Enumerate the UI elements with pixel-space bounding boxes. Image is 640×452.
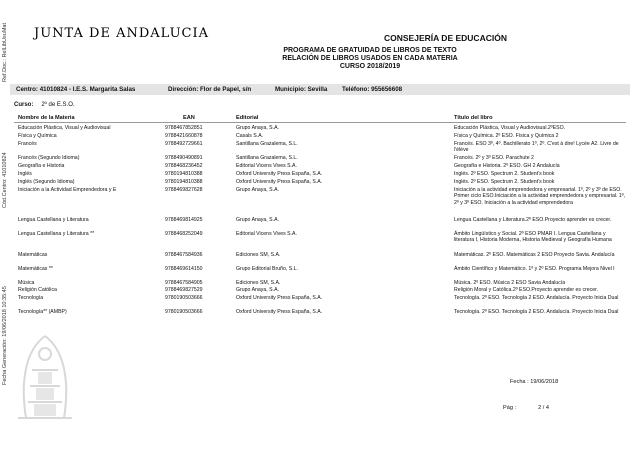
row-titulo: Lengua Castellana y Literatura.2º ESO.Proyecto aprender es crecer. [454, 217, 612, 223]
row-editorial: Editorial Vicens Vives S.A. [236, 231, 297, 237]
row-titulo: Religión Moral y Católica.2º ESO.Proyecto aprender es crecer. [454, 287, 599, 293]
row-editorial: Oxford University Press España, S.A. [236, 309, 323, 315]
consejeria-heading: CONSEJERÍA DE EDUCACIÓN [384, 33, 507, 43]
row-titulo: Tecnología. 2º ESO. Tecnología 2 ESO. Andalucía. Proyecto Inicia Dual [454, 295, 619, 301]
curso-line [14, 102, 75, 108]
row-ean: 9788467852851 [165, 125, 203, 131]
direccion-info: Dirección: Flor de Papel, s/n [168, 86, 252, 93]
footer-date: Fecha : 19/06/2018 [510, 379, 559, 385]
row-titulo: Inglés. 2º ESO. Spectrum 2. Student's book [454, 171, 555, 177]
junta-andalucia-logo: JUNTA DE ANDALUCIA [34, 26, 209, 41]
row-ean: 9788468252049 [165, 231, 203, 237]
curso-value: 2º de E.S.O. [41, 102, 75, 108]
row-materia: Matemáticas [18, 252, 48, 258]
row-editorial: Casals S.A. [236, 133, 264, 139]
column-header-materia: Nombre de la Materia [18, 115, 75, 121]
row-ean: 9788469814925 [165, 217, 203, 223]
row-editorial: Ediciones SM, S.A. [236, 280, 281, 286]
header-divider [14, 122, 626, 123]
row-ean: 9788467584936 [165, 252, 203, 258]
row-ean: 9788421660878 [165, 133, 203, 139]
row-materia: Francés [18, 141, 37, 147]
row-ean: 9780190503666 [165, 295, 203, 301]
row-titulo: Educación Plástica, Visual y Audiovisual.2ºESO. [454, 125, 566, 131]
row-editorial: Grupo Anaya, S.A. [236, 217, 279, 223]
row-editorial: Oxford University Press España, S.A. [236, 179, 323, 185]
row-materia: Tecnología** (AMBP) [18, 309, 67, 315]
row-titulo: Matemáticas. 2º ESO. Matemáticas 2 ESO Proyecto Savia. Andalucía [454, 252, 615, 258]
row-ean: 9780194810388 [165, 171, 203, 177]
row-ean: 9788468236452 [165, 163, 203, 169]
telefono-info: Teléfono: 955656608 [342, 86, 403, 93]
row-titulo: Física y Química. 2º ESO. Física y Química 2 [454, 133, 559, 139]
title-line-3: CURSO 2018/2019 [339, 63, 401, 70]
column-header-ean: EAN [183, 115, 195, 121]
row-materia: Inglés (Segundo Idioma) [18, 179, 75, 185]
row-materia: Francés (Segundo Idioma) [18, 155, 80, 161]
row-editorial: Santillana Grazalema, S.L. [236, 141, 298, 147]
page-label: Pág : [503, 405, 517, 411]
row-titulo: Geografía e Historia. 2º ESO. GH 2 Andalucía [454, 163, 560, 169]
title-line-2: RELACIÓN DE LIBROS USADOS EN CADA MATERIA [282, 55, 458, 62]
row-materia: Iniciación a la Actividad Emprendedora y E [18, 187, 117, 193]
row-materia: Lengua Castellana y Literatura [18, 217, 89, 223]
row-titulo: Ámbito Científico y Matemático. 1º y 2º ESO. Programa Mejora Nivel I [454, 266, 615, 272]
row-materia: Geografía e Historia [18, 163, 65, 169]
page-value: 2 / 4 [538, 405, 549, 411]
row-ean: 9780190503666 [165, 309, 203, 315]
curso-label: Curso: [14, 102, 34, 108]
row-ean: 9780194810388 [165, 179, 203, 185]
row-editorial: Grupo Anaya, S.A. [236, 125, 279, 131]
row-editorial: Grupo Anaya, S.A. [236, 287, 279, 293]
row-ean: 9788469827628 [165, 187, 203, 193]
row-editorial: Oxford University Press España, S.A. [236, 171, 323, 177]
row-titulo: Tecnología. 2º ESO. Tecnología 2 ESO. Andalucía. Proyecto Inicia Dual [454, 309, 619, 315]
row-ean: 9788492729661 [165, 141, 203, 147]
row-materia: Religión Católica [18, 287, 57, 293]
row-ean: 9788490490891 [165, 155, 203, 161]
row-ean: 9788467584905 [165, 280, 203, 286]
row-titulo: Iniciación a la actividad emprendedora y empresarial. 1º, 2º y 3º de ESO. Primer ciclo ESO.Iniciación a la actividad emprendedora y empresarial. 1º, 2º y 3º ESO. Iniciación a la actividad emprendedora [454, 187, 626, 206]
centro-info: Centro: 41010824 - I.E.S. Margarita Salas [16, 86, 136, 93]
row-editorial: Grupo Editorial Bruño, S.L. [236, 266, 298, 272]
row-materia: Inglés [18, 171, 32, 177]
municipio-info: Municipio: Sevilla [275, 86, 328, 93]
row-materia: Lengua Castellana y Literatura ** [18, 231, 95, 237]
page-number [503, 405, 549, 411]
row-editorial: Editorial Vicens Vives S.A. [236, 163, 297, 169]
document-title [0, 47, 640, 71]
centro-info-bar [10, 84, 630, 95]
row-titulo: Inglés. 2º ESO. Spectrum 2. Student's book [454, 179, 555, 185]
row-materia: Tecnología [18, 295, 44, 301]
row-editorial: Oxford University Press España, S.A. [236, 295, 323, 301]
row-titulo: Música. 2º ESO. Música 2 ESO Savia Andalucía [454, 280, 566, 286]
title-line-1: PROGRAMA DE GRATUIDAD DE LIBROS DE TEXTO [283, 47, 457, 54]
row-ean: 9788469827529 [165, 287, 203, 293]
column-header-editorial: Editorial [236, 115, 259, 121]
row-titulo: Ámbito Lingüístico y Social. 2º ESO PMAR I. Lengua Castellana y literatura I, Historia Moderna, Historia Medieval y Geografía Humana [454, 231, 612, 244]
row-materia: Física y Química [18, 133, 57, 139]
centro-code-side-text: Cód.Centro: 41010824 [2, 152, 8, 208]
row-titulo: Francés. 2º y 3º ESO. Parachute 2 [454, 155, 534, 161]
column-header-titulo: Título del libro [454, 115, 493, 121]
row-editorial: Ediciones SM, S.A. [236, 252, 281, 258]
row-editorial: Santillana Grazalema, S.L. [236, 155, 298, 161]
doc-reference-side-text: Ref.Doc.: RelLibUsuMat [2, 23, 8, 82]
row-materia: Educación Plástica, Visual y Audiovisual [18, 125, 111, 131]
row-editorial: Grupo Anaya, S.A. [236, 187, 279, 193]
andalucia-emblem-watermark [12, 330, 78, 426]
row-titulo: Francés. ESO 3º, 4º. Bachillerato 1º, 2º. C'est à dire! Lycée A2. Livre de l'élève [454, 141, 619, 154]
row-materia: Música [18, 280, 35, 286]
row-ean: 9788469614150 [165, 266, 203, 272]
generation-date-side-text: Fecha Generación: 19/06/2018 10:35:45 [2, 286, 8, 385]
row-materia: Matemáticas ** [18, 266, 53, 272]
